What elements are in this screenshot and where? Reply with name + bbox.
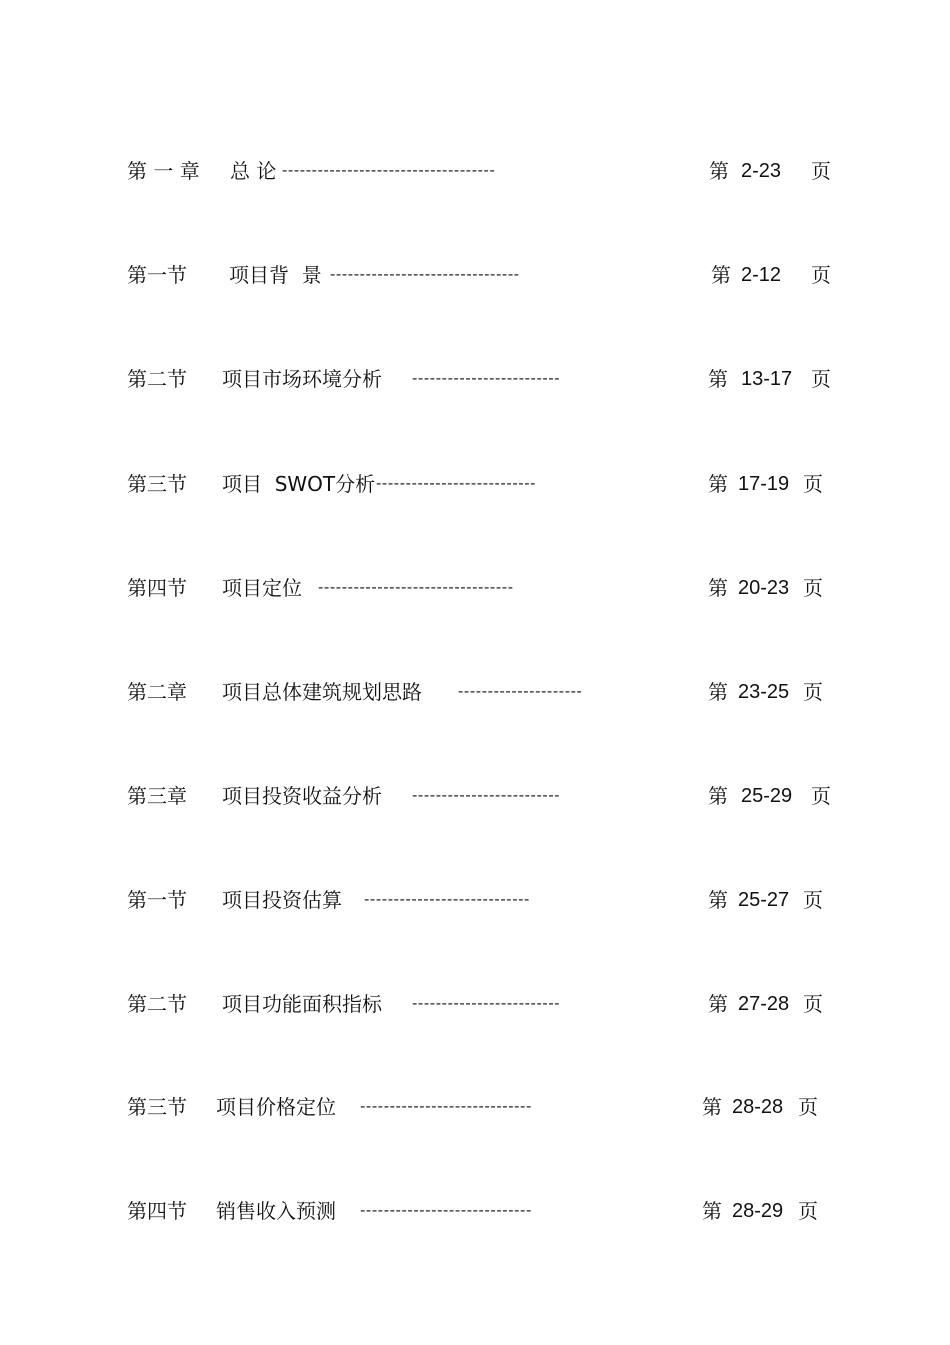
- toc-entry: [0, 988, 950, 1020]
- page-suffix: 页: [798, 1095, 818, 1119]
- page-prefix: 第: [708, 680, 728, 704]
- entry-title: 项目总体建筑规划思路: [222, 680, 422, 704]
- page-suffix: 页: [811, 784, 831, 808]
- dot-leader: ---------------------: [458, 683, 583, 700]
- entry-number: 第一节: [127, 888, 187, 912]
- entry-number: 第四节: [127, 576, 187, 600]
- page-range: 13-17: [741, 368, 793, 390]
- page-suffix: 页: [803, 992, 823, 1016]
- toc-entry: [0, 676, 950, 708]
- page-range: 2-12: [741, 264, 782, 286]
- page-range: 23-25: [738, 681, 790, 703]
- dot-leader: ---------------------------------: [318, 579, 514, 596]
- page-suffix: 页: [811, 367, 831, 391]
- toc-entry: [0, 259, 950, 291]
- entry-number: 第二节: [127, 367, 187, 391]
- page-prefix: 第: [708, 472, 728, 496]
- page-prefix: 第: [708, 367, 728, 391]
- page-range: 2-23: [741, 160, 782, 182]
- entry-number: 第三节: [127, 1095, 187, 1119]
- toc-entry: [0, 1195, 950, 1227]
- dot-leader: ------------------------------------: [282, 162, 496, 179]
- page-range: 27-28: [738, 993, 790, 1015]
- toc-entry: [0, 1091, 950, 1123]
- page-suffix: 页: [811, 159, 831, 183]
- page-range: 28-28: [732, 1096, 784, 1118]
- page-suffix: 页: [803, 576, 823, 600]
- toc-entry: [0, 468, 950, 500]
- entry-number: 第三节: [127, 472, 187, 496]
- entry-title: 总 论: [230, 159, 277, 183]
- dot-leader: -----------------------------: [360, 1202, 532, 1219]
- entry-title: 销售收入预测: [216, 1199, 336, 1223]
- dot-leader: ----------------------------: [364, 891, 530, 908]
- page-prefix: 第: [708, 576, 728, 600]
- entry-title: 项目价格定位: [216, 1095, 336, 1119]
- page-suffix: 页: [798, 1199, 818, 1223]
- entry-number: 第二章: [127, 680, 187, 704]
- page-range: 20-23: [738, 577, 790, 599]
- page-suffix: 页: [811, 263, 831, 287]
- page-prefix: 第: [711, 263, 731, 287]
- entry-title: 项目市场环境分析: [222, 367, 382, 391]
- entry-number: 第二节: [127, 992, 187, 1016]
- page-suffix: 页: [803, 472, 823, 496]
- toc-entry: [0, 572, 950, 604]
- page-prefix: 第: [708, 888, 728, 912]
- entry-title: 项目背 景: [229, 263, 322, 287]
- toc-entry: [0, 884, 950, 916]
- page-range: 25-27: [738, 889, 790, 911]
- page-prefix: 第: [708, 784, 728, 808]
- entry-number: 第四节: [127, 1199, 187, 1223]
- entry-title: 项目功能面积指标: [222, 992, 382, 1016]
- dot-leader: --------------------------------: [330, 266, 520, 283]
- entry-number: 第 一 章: [127, 159, 200, 183]
- dot-leader: -------------------------: [412, 787, 561, 804]
- page-prefix: 第: [708, 992, 728, 1016]
- page-prefix: 第: [709, 159, 729, 183]
- entry-title: 项目 SWOT分析: [222, 472, 376, 496]
- entry-number: 第三章: [127, 784, 187, 808]
- page-range: 28-29: [732, 1200, 784, 1222]
- dot-leader: -----------------------------: [360, 1098, 532, 1115]
- entry-number: 第一节: [127, 263, 187, 287]
- entry-title: 项目投资收益分析: [222, 784, 382, 808]
- page-range: 25-29: [741, 785, 793, 807]
- entry-title: 项目投资估算: [222, 888, 342, 912]
- page-prefix: 第: [702, 1199, 722, 1223]
- dot-leader: -------------------------: [412, 370, 561, 387]
- toc-entry: [0, 780, 950, 812]
- entry-title: 项目定位: [222, 576, 302, 600]
- page-prefix: 第: [702, 1095, 722, 1119]
- toc-entry: [0, 363, 950, 395]
- page-suffix: 页: [803, 680, 823, 704]
- page-range: 17-19: [738, 473, 790, 495]
- dot-leader: ---------------------------: [376, 475, 537, 492]
- page-suffix: 页: [803, 888, 823, 912]
- toc-entry: [0, 155, 950, 187]
- dot-leader: -------------------------: [412, 995, 561, 1012]
